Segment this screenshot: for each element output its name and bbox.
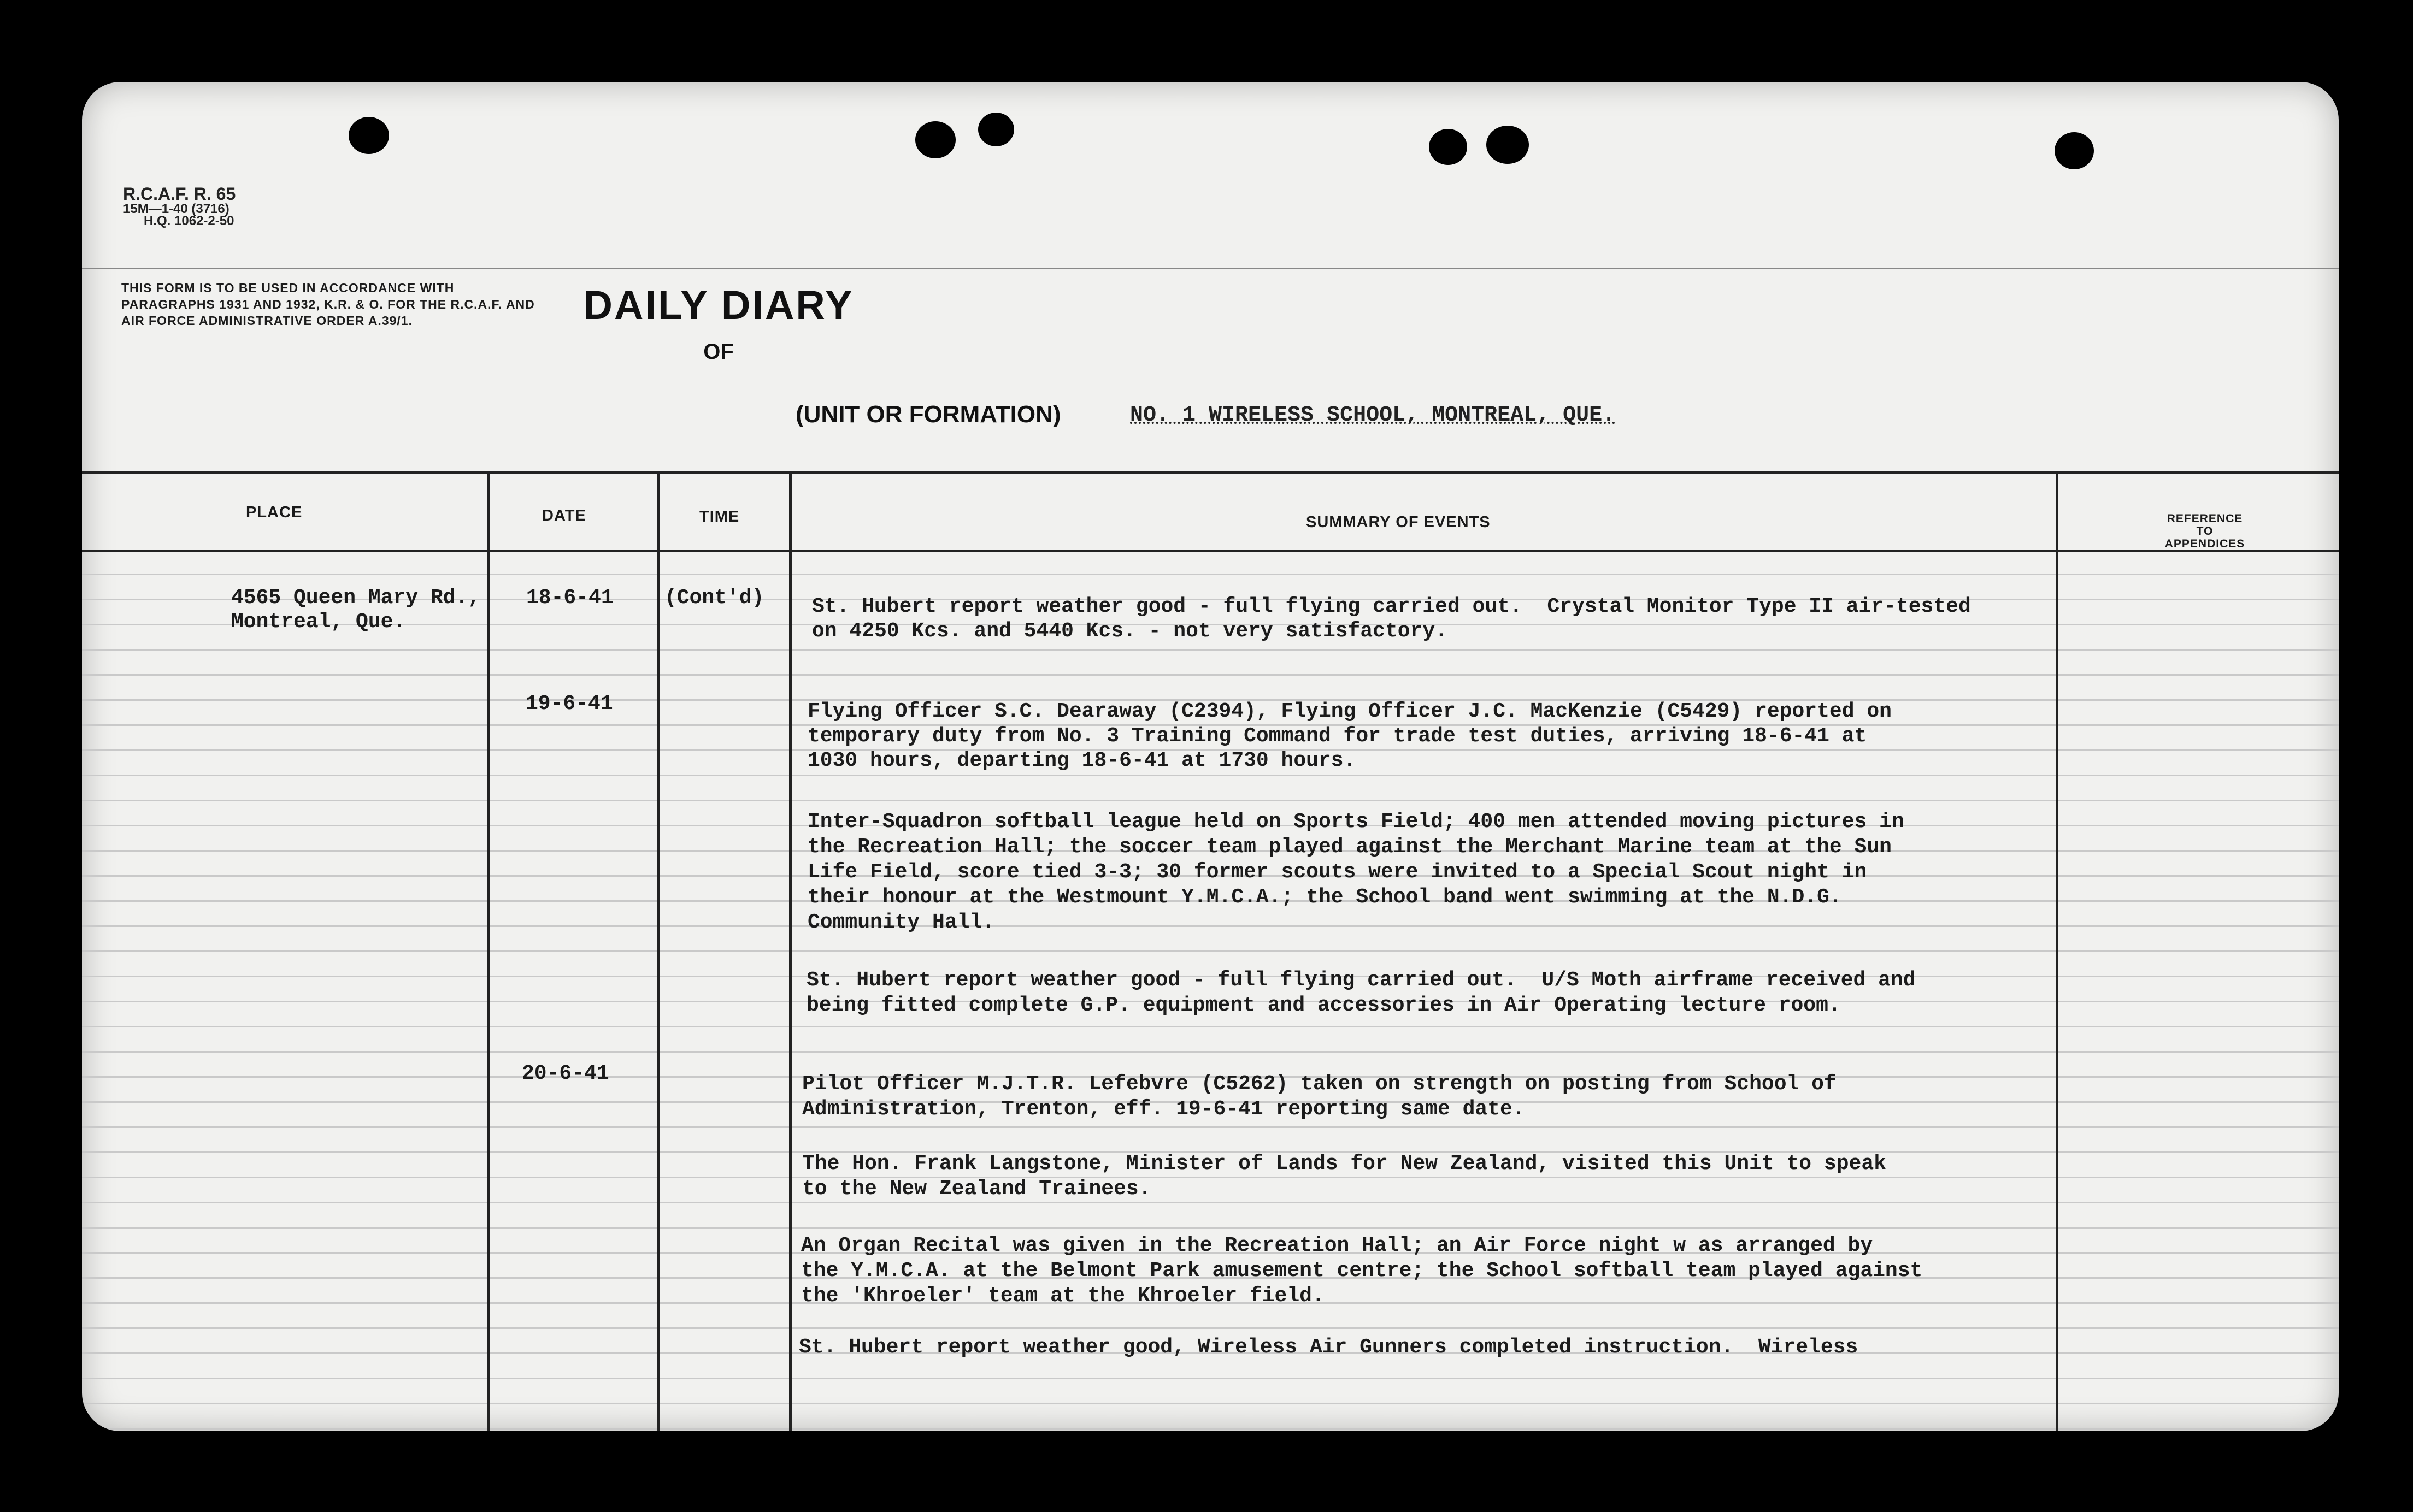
column-header-bottom-line [82,550,2339,552]
ledger-line [82,1378,2339,1379]
form-code: R.C.A.F. R. 65 15M—1-40 (3716) H.Q. 1062-2-50 [123,184,236,228]
unit-value: NO. 1 WIRELESS SCHOOL, MONTREAL, QUE. [1130,403,1616,428]
date-value: 18-6-41 [526,586,614,610]
ledger-line [82,1403,2339,1404]
summary-line: The Hon. Frank Langstone, Minister of Lands for New Zealand, visited this Unit to speak [802,1152,1886,1176]
punch-hole [978,113,1014,146]
summary-line: St. Hubert report weather good - full flying carried out. Crystal Monitor Type II air-tested [812,595,1971,618]
column-header-time: TIME [699,508,740,525]
summary-line: Life Field, score tied 3-3; 30 former scouts were invited to a Special Scout night in [808,860,1867,884]
ledger-line [82,1051,2339,1053]
unit-label: (UNIT OR FORMATION) [796,401,1061,428]
punch-hole [915,121,956,158]
summary-line: being fitted complete G.P. equipment and accessories in Air Operating lecture room. [807,994,1841,1017]
ledger-line [82,1126,2339,1128]
date-value: 20-6-41 [522,1062,609,1085]
summary-line: the Y.M.C.A. at the Belmont Park amusement centre; the School softball team played against [801,1259,1923,1283]
page-title: DAILY DIARY [583,282,854,328]
column-divider [657,471,660,1431]
punch-hole [349,117,389,154]
column-divider [789,471,792,1431]
place-line: Montreal, Que. [231,610,406,634]
summary-line: Pilot Officer M.J.T.R. Lefebvre (C5262) taken on strength on posting from School of [802,1072,1837,1096]
ledger-line [82,574,2339,575]
summary-line: temporary duty from No. 3 Training Command for trade test duties, arriving 18-6-41 at [808,724,1867,748]
form-usage-notice: THIS FORM IS TO BE USED IN ACCORDANCE WITH PARAGRAPHS 1931 AND 1932, K.R. & O. FOR THE R.C.A.F. AND AIR FORCE ADMINISTRATIVE ORDER A.39/1. [121,281,535,328]
ledger-line [82,950,2339,952]
ledger-line [82,649,2339,651]
ledger-line [82,1177,2339,1178]
date-value: 19-6-41 [526,692,613,716]
summary-line: Administration, Trenton, eff. 19-6-41 reporting same date. [802,1097,1525,1121]
ledger-line [82,1026,2339,1027]
summary-line: Flying Officer S.C. Dearaway (C2394), Flying Officer J.C. MacKenzie (C5429) reported on [808,700,1892,723]
summary-line: the 'Khroeler' team at the Khroeler field. [801,1284,1325,1308]
summary-line: St. Hubert report weather good, Wireless Air Gunners completed instruction. Wireless [799,1336,1858,1359]
ledger-line [82,800,2339,801]
summary-line: St. Hubert report weather good - full flying carried out. U/S Moth airframe received and [807,968,1916,992]
column-header-summary: SUMMARY OF EVENTS [1306,513,1491,531]
summary-line: 1030 hours, departing 18-6-41 at 1730 hours. [808,749,1356,772]
summary-line: Community Hall. [808,911,995,934]
header-top-line [82,268,2339,269]
ledger-line [82,1327,2339,1329]
ledger-line [82,1428,2339,1430]
summary-line: to the New Zealand Trainees. [802,1177,1151,1201]
summary-line: An Organ Recital was given in the Recreation Hall; an Air Force night w as arranged by [801,1234,1873,1257]
header-divider-line [82,471,2339,474]
ledger-line [82,1202,2339,1203]
punch-hole [1486,126,1529,164]
column-header-date: DATE [542,507,586,524]
of-label: OF [703,340,734,364]
summary-line: the Recreation Hall; the soccer team played against the Merchant Marine team at the Sun [808,835,1892,859]
ledger-line [82,925,2339,927]
ledger-line [82,674,2339,676]
column-divider [487,471,490,1431]
summary-line: Inter-Squadron softball league held on Sports Field; 400 men attended moving pictures in [808,810,1904,834]
place-line: 4565 Queen Mary Rd., [231,586,481,610]
column-header-place: PLACE [246,504,303,521]
column-header-reference: REFERENCE TO APPENDICES [2164,512,2245,550]
ledger-line [82,1227,2339,1228]
summary-line: their honour at the Westmount Y.M.C.A.; the School band went swimming at the N.D.G. [808,885,1842,909]
summary-line: on 4250 Kcs. and 5440 Kcs. - not very satisfactory. [812,619,1447,643]
diary-card [82,82,2339,1431]
punch-hole [1429,129,1467,165]
ledger-line [82,775,2339,776]
column-divider [2056,471,2058,1431]
time-value: (Cont'd) [664,586,764,610]
punch-hole [2055,132,2094,169]
